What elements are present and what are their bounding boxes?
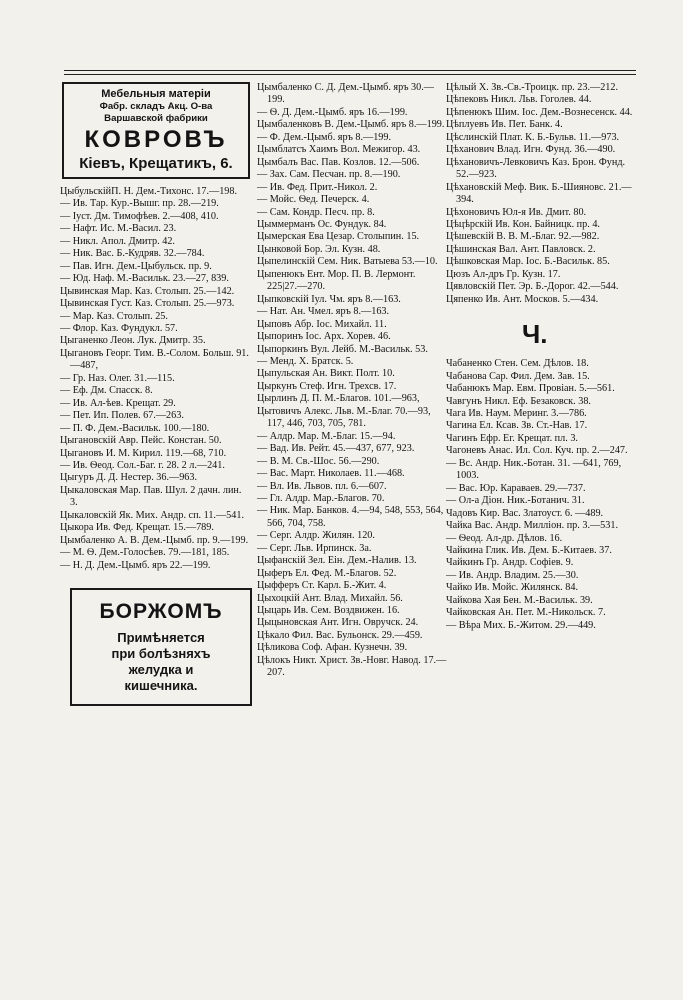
directory-entry: Цыркунъ Стеф. Игн. Трехсв. 17. — [257, 380, 397, 392]
ad-line: Примѣняется — [117, 630, 205, 646]
directory-entry: — Вад. Ив. Рейт. 45.—437, 677, 923. — [257, 443, 415, 455]
directory-entry: Цыгановъ И. М. Кирил. 119.—68, 710. — [60, 447, 227, 459]
directory-entry: — Зах. Сам. Песчан. пр. 8.—190. — [257, 169, 401, 181]
directory-entry: Цыгановскій Авр. Пейс. Констан. 50. — [60, 435, 222, 447]
directory-entry: Чага Ив. Наум. Меринг. 3.—786. — [446, 407, 587, 419]
directory-entry: Цѣплуевъ Ив. Пет. Банк. 4. — [446, 119, 563, 131]
directory-entry: — Пет. Ип. Полев. 67.—263. — [60, 410, 184, 422]
directory-entry: Цыпоринъ Іос. Арх. Хорев. 46. — [257, 331, 391, 343]
directory-entry: — Менд. Х. Братск. 5. — [257, 355, 354, 367]
directory-entry: Цывинская Мар. Каз. Столып. 25.—142. — [60, 285, 235, 297]
directory-entry: — Вл. Ив. Львов. пл. 6.—607. — [257, 480, 387, 492]
directory-entry: Цыпковскій Іул. Чм. яръ 8.—163. — [257, 293, 401, 305]
directory-entry: — Вѣра Мих. Б.-Житом. 29.—449. — [446, 619, 596, 631]
directory-entry: Цыхоцкій Ант. Влад. Михайл. 56. — [257, 592, 403, 604]
directory-entry: — Ѳеод. Ал-др. Дѣлов. 16. — [446, 532, 563, 544]
directory-entry: — Вс. Андр. Ник.-Ботан. 31. —641, 769, 1003. — [446, 457, 622, 482]
directory-entry: Цыцыновская Ант. Игн. Овручск. 24. — [257, 617, 419, 629]
directory-entry: Цыммерманъ Ос. Фундук. 84. — [257, 218, 387, 230]
directory-entry: Чавгунъ Никл. Еф. Безаковск. 38. — [446, 395, 591, 407]
directory-entry: Цыцарь Ив. Сем. Воздвижен. 16. — [257, 605, 400, 617]
top-rule-thin — [64, 74, 636, 75]
directory-entry: Цытовичъ Алекс. Льв. М.-Благ. 70.—93, 117, 446, 703, 705, 781. — [257, 405, 431, 430]
directory-entry: Цыферъ Ел. Фед. М.-Благов. 52. — [257, 567, 397, 579]
column-1 — [60, 82, 250, 706]
directory-entry: Цыпульская Ан. Викт. Полт. 10. — [257, 368, 395, 380]
directory-entry: Цыкаловскій Як. Мих. Андр. сп. 11.—541. — [60, 509, 244, 521]
directory-entry: Цѣшковская Мар. Іос. Б.-Васильк. 85. — [446, 256, 610, 268]
directory-entry: — Ѳ. Д. Дем.-Цымб. яръ 16.—199. — [257, 106, 408, 118]
directory-entry: Цымбаленковъ В. Дем.-Цымб. яръ 8.—199. — [257, 119, 445, 131]
directory-entry: — Пав. Игн. Дем.-Цыбульск. пр. 9. — [60, 260, 212, 272]
ad-address: Кіевъ, Крещатикъ, 6. — [79, 155, 233, 172]
ad-line: при болѣзняхъ — [111, 646, 211, 662]
directory-entry: Чабаненко Стен. Сем. Дѣлов. 18. — [446, 358, 589, 370]
directory-entry: — Гл. Алдр. Мар.-Благов. 70. — [257, 492, 385, 504]
directory-entry: Чайка Вас. Андр. Милліон. пр. 3.—531. — [446, 520, 619, 532]
directory-entry: — Серг. Льв. Ирпинск. 3а. — [257, 542, 372, 554]
directory-entry: Чадовъ Кир. Вас. Златоуст. 6. —489. — [446, 507, 604, 519]
directory-entry: — Ив. Ѳеод. Сол.-Баг. г. 28. 2 л.—241. — [60, 459, 225, 471]
section-letter: Ч. — [522, 319, 548, 350]
directory-entry: — Гр. Наз. Олег. 31.—115. — [60, 372, 175, 384]
directory-entry: Цѣлокъ Никт. Христ. Зв.-Новг. Навод. 17.—207. — [257, 654, 447, 679]
directory-entry: Цѣцѣрскій Ив. Кон. Байницк. пр. 4. — [446, 218, 600, 230]
directory-entry: Цѣшевскій В. В. М.-Благ. 92.—982. — [446, 231, 600, 243]
directory-entry: Чагина Ел. Ксав. Зв. Ст.-Нав. 17. — [446, 420, 588, 432]
entry-list — [446, 358, 636, 632]
directory-entry: Чайкина Глик. Ив. Дем. Б.-Китаев. 37. — [446, 544, 612, 556]
directory-entry: — Вас. Март. Николаев. 11.—468. — [257, 468, 405, 480]
directory-entry: — Серг. Алдр. Жилян. 120. — [257, 530, 375, 542]
directory-entry: Цымбаленко А. В. Дем.-Цымб. пр. 9.—199. — [60, 534, 249, 546]
directory-entry: Цѣхоновичъ Юл-я Ив. Дмит. 80. — [446, 206, 587, 218]
directory-entry: Цѣлый Х. Зв.-Св.-Троицк. пр. 23.—212. — [446, 82, 619, 93]
ad-line: Мебельныя матеріи — [101, 88, 211, 100]
directory-entry: Цыпелинскій Сем. Ник. Ватыева 53.—10. — [257, 256, 438, 268]
directory-entry: Чабанюкъ Мар. Евм. Провіан. 5.—561. — [446, 383, 615, 395]
borjom-advertisement — [70, 588, 252, 706]
directory-entry: Чайко Ив. Мойс. Жилянск. 84. — [446, 582, 578, 594]
carpet-advertisement — [62, 82, 250, 179]
directory-entry: Цыповъ Абр. Іос. Михайл. 11. — [257, 318, 387, 330]
ad-line: желудка и — [128, 662, 194, 678]
directory-entry: — Ник. Мар. Банков. 4.—94, 548, 553, 564, 566, 704, 758. — [257, 505, 444, 529]
directory-entry: Цѣпековъ Никл. Льв. Гоголев. 44. — [446, 94, 592, 106]
directory-entry: Цыпоркинъ Вул. Лейб. М.-Васильк. 53. — [257, 343, 428, 355]
directory-entry: — Ол-а Діон. Ник.-Ботанич. 31. — [446, 495, 585, 507]
directory-entry: Цѣхановскій Меф. Вик. Б.-Шияновс. 21.—394. — [446, 181, 632, 206]
directory-entry: — В. М. Св.-Шос. 56.—290. — [257, 455, 380, 467]
entry-list — [446, 82, 636, 306]
directory-entry: Цымблатсъ Хаимъ Вол. Межигор. 43. — [257, 144, 421, 156]
directory-entry: Цыпенюкъ Ент. Мор. П. В. Лермонт. 225|27.—270. — [257, 268, 416, 293]
directory-entry: Чайкова Хая Бен. М.-Васильк. 39. — [446, 594, 593, 606]
directory-entry: Цюзъ Ал-дръ Гр. Кузн. 17. — [446, 268, 561, 280]
directory-entry: — Вас. Юр. Караваев. 29.—737. — [446, 482, 586, 494]
directory-entry: Цыфанскій Зел. Еін. Дем.-Налив. 13. — [257, 555, 417, 567]
ad-title: БОРЖОМЪ — [99, 600, 223, 624]
directory-entry: Цымбалъ Вас. Пав. Козлов. 12.—506. — [257, 156, 420, 168]
directory-entry: Цѣслинскій Плат. К. Б.-Бульв. 11.—973. — [446, 131, 620, 143]
directory-entry: Цырлинъ Д. П. М.-Благов. 101.—963, — [257, 393, 420, 405]
directory-entry: Цымбаленко С. Д. Дем.-Цымб. яръ 30.— 199. — [257, 82, 434, 106]
directory-entry: Чайковская Ан. Пет. М.-Никольск. 7. — [446, 607, 606, 619]
directory-entry: Цыгановъ Георг. Тим. В.-Солом. Больш. 91.—487, — [60, 347, 249, 372]
directory-entry: — Ив. Фед. Прит.-Никол. 2. — [257, 181, 378, 193]
directory-entry: Цѣхановичъ-Левковичъ Каз. Брон. Фунд. 52.—923. — [446, 156, 626, 181]
directory-entry: — Никл. Апол. Дмитр. 42. — [60, 235, 175, 247]
ad-brand: КОВРОВЪ — [84, 126, 228, 153]
directory-entry: Чайкинъ Гр. Андр. Софіев. 9. — [446, 557, 574, 569]
directory-entry: Цѣкало Фил. Вас. Бульонск. 29.—459. — [257, 629, 423, 641]
ad-line: Фабр. складъ Акц. О-ва — [99, 101, 213, 112]
directory-entry: Цыфферъ Ст. Карл. Б.-Жит. 4. — [257, 580, 387, 592]
directory-entry: — Ив. Ал-ѣев. Крещат. 29. — [60, 397, 176, 409]
directory-entry: — Н. Д. Дем.-Цымб. яръ 22.—199. — [60, 559, 211, 571]
directory-entry: — М. Ѳ. Дем.-Голосѣев. 79.—181, 185. — [60, 547, 230, 559]
directory-entry: — Еф. Дм. Спасск. 8. — [60, 385, 153, 397]
directory-entry: Цыганенко Леон. Лук. Дмитр. 35. — [60, 335, 206, 347]
directory-entry: Цыкаловская Мар. Пав. Шул. 2 дачн. лин. 3. — [60, 484, 242, 509]
directory-entry: — Ив. Андр. Владим. 25.—30. — [446, 569, 579, 581]
directory-entry: — Алдр. Мар. М.-Благ. 15.—94. — [257, 430, 396, 442]
directory-entry: Цѣликова Соф. Афан. Кузнечн. 39. — [257, 642, 408, 654]
directory-entry: Цѣханович Влад. Игн. Фунд. 36.—490. — [446, 144, 616, 156]
directory-entry: ЦыбульскійП. Н. Дем.-Тихонс. 17.—198. — [60, 186, 238, 197]
directory-entry: — Юд. Наф. М.-Васильк. 23.—27, 839. — [60, 273, 229, 285]
directory-entry: Цявловскій Пет. Эр. Б.-Дорог. 42.—544. — [446, 281, 619, 293]
directory-entry: — Мойс. Ѳед. Печерск. 4. — [257, 194, 370, 206]
entry-list — [60, 186, 250, 572]
top-rule — [64, 70, 636, 71]
directory-entry: — Флор. Каз. Фундукл. 57. — [60, 322, 178, 334]
directory-entry: — Нат. Ан. Чмел. яръ 8.—163. — [257, 306, 390, 318]
directory-entry: — Іуст. Дм. Тимофѣев. 2.—408, 410. — [60, 210, 219, 222]
directory-entry: — Сам. Кондр. Песч. пр. 8. — [257, 206, 375, 218]
directory-entry: Цыгуръ Д. Д. Нестер. 36.—963. — [60, 472, 198, 484]
directory-entry: Цымерская Ева Цезар. Столыпин. 15. — [257, 231, 420, 243]
directory-entry: Цывинская Густ. Каз. Столып. 25.—973. — [60, 298, 235, 310]
column-2 — [257, 82, 447, 680]
ad-line: Варшавской фабрики — [104, 113, 208, 124]
directory-entry: Чагинъ Ефр. Ег. Крещат. пл. 3. — [446, 432, 578, 444]
directory-entry: Цѣшинская Вал. Ант. Павловск. 2. — [446, 243, 596, 255]
directory-entry: Цыкора Ив. Фед. Крещат. 15.—789. — [60, 522, 214, 534]
directory-entry: — Ив. Тар. Кур.-Вышг. пр. 28.—219. — [60, 198, 219, 210]
entry-list — [257, 82, 447, 680]
directory-entry: Цынковой Бор. Эл. Кузн. 48. — [257, 243, 381, 255]
directory-entry: — Нафт. Ис. М.-Васил. 23. — [60, 223, 177, 235]
directory-entry: — Мар. Каз. Столып. 25. — [60, 310, 168, 322]
directory-entry: Цяпенко Ив. Ант. Москов. 5.—434. — [446, 293, 599, 305]
ad-line: кишечника. — [124, 678, 198, 694]
directory-entry: Чагоневъ Анас. Ил. Сол. Куч. пр. 2.—247. — [446, 445, 628, 457]
directory-entry: — Ник. Вас. Б.-Кудряв. 32.—784. — [60, 248, 205, 260]
directory-entry: Чабанова Сар. Фил. Дем. Зав. 15. — [446, 370, 590, 382]
column-3 — [446, 82, 636, 632]
directory-entry: Цѣпенюкъ Шим. Іос. Дем.-Вознесенск. 44. — [446, 106, 633, 118]
directory-entry: — Ф. Дем.-Цымб. яръ 8.—199. — [257, 131, 392, 143]
directory-entry: — П. Ф. Дем.-Васильк. 100.—180. — [60, 422, 210, 434]
